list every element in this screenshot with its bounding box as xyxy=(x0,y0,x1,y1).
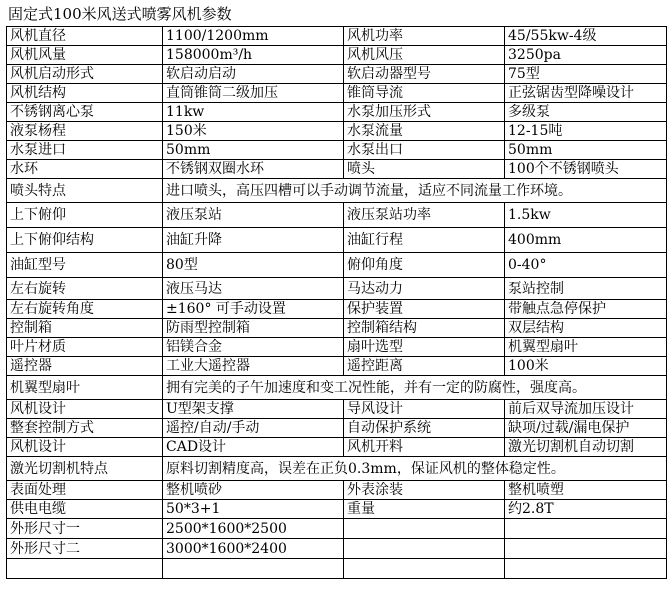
param-label: 外表涂装 xyxy=(344,481,505,500)
param-label: 喷头 xyxy=(344,160,505,179)
param-value: 12-15吨 xyxy=(505,122,667,141)
param-label: 水环 xyxy=(7,160,163,179)
param-value: 油缸升降 xyxy=(163,228,344,253)
param-label: 自动保护系统 xyxy=(344,419,505,438)
param-label: 整套控制方式 xyxy=(7,419,163,438)
param-label: 上下俯仰 xyxy=(7,203,163,228)
param-value: 11kw xyxy=(163,103,344,122)
param-label: 风机风压 xyxy=(344,46,505,65)
param-value: 液压泵站 xyxy=(163,203,344,228)
param-value: 约2.8T xyxy=(505,500,667,519)
table-row xyxy=(7,103,667,122)
param-description: 原料切割精度高，误差在正负0.3mm，保证风机的整体稳定性。 xyxy=(163,457,667,481)
param-label: 外形尺寸一 xyxy=(7,519,163,539)
param-label: 液泵杨程 xyxy=(7,122,163,141)
param-value: U型架支撑 xyxy=(163,400,344,419)
param-label xyxy=(344,519,505,539)
param-value: 50*3+1 xyxy=(163,500,344,519)
param-value: 不锈钢双圈水环 xyxy=(163,160,344,179)
table-row xyxy=(7,519,667,539)
param-value: 50mm xyxy=(163,141,344,160)
table-row xyxy=(7,160,667,179)
param-label: 风机功率 xyxy=(344,27,505,46)
table-row xyxy=(7,300,667,319)
param-value: 防雨型控制箱 xyxy=(163,319,344,338)
param-label: 水泵流量 xyxy=(344,122,505,141)
param-value: 前后双导流加压设计 xyxy=(505,400,667,419)
param-value: 50mm xyxy=(505,141,667,160)
param-label: 锥筒导流 xyxy=(344,84,505,103)
param-label: 不锈钢离心泵 xyxy=(7,103,163,122)
param-value: 直筒锥筒二级加压 xyxy=(163,84,344,103)
table-row xyxy=(7,357,667,376)
param-value: 100米 xyxy=(505,357,667,376)
table-row xyxy=(7,122,667,141)
param-label: 遥控器 xyxy=(7,357,163,376)
param-value: 158000m³/h xyxy=(163,46,344,65)
param-value: 机翼型扇叶 xyxy=(505,338,667,357)
spec-table-body xyxy=(7,27,667,579)
table-row xyxy=(7,278,667,300)
table-row xyxy=(7,65,667,84)
param-value: 2500*1600*2500 xyxy=(163,519,344,539)
param-value: 液压马达 xyxy=(163,278,344,300)
table-row xyxy=(7,438,667,457)
param-value: 150米 xyxy=(163,122,344,141)
param-description: 拥有完美的子午加速度和变工况性能，并有一定的防腐性，强度高。 xyxy=(163,376,667,400)
param-value: 整机喷塑 xyxy=(505,481,667,500)
param-description: 进口喷头，高压四槽可以手动调节流量，适应不同流量工作环境。 xyxy=(163,179,667,203)
table-row xyxy=(7,400,667,419)
param-label xyxy=(344,559,505,579)
param-label: 控制箱结构 xyxy=(344,319,505,338)
table-row xyxy=(7,27,667,46)
table-row xyxy=(7,539,667,559)
table-row xyxy=(7,228,667,253)
param-label: 左右旋转角度 xyxy=(7,300,163,319)
param-value: 1.5kw xyxy=(505,203,667,228)
spec-table xyxy=(6,26,667,579)
param-value: 带触点急停保护 xyxy=(505,300,667,319)
param-label: 保护装置 xyxy=(344,300,505,319)
table-row xyxy=(7,338,667,357)
param-value xyxy=(505,559,667,579)
param-label: 喷头特点 xyxy=(7,179,163,203)
param-value: 多级泵 xyxy=(505,103,667,122)
param-label: 风机结构 xyxy=(7,84,163,103)
table-row xyxy=(7,203,667,228)
param-label: 外形尺寸二 xyxy=(7,539,163,559)
param-value: 75型 xyxy=(505,65,667,84)
table-row xyxy=(7,46,667,65)
table-row xyxy=(7,253,667,278)
param-value xyxy=(163,559,344,579)
param-label: 水泵出口 xyxy=(344,141,505,160)
param-value: 遥控/自动/手动 xyxy=(163,419,344,438)
table-row xyxy=(7,419,667,438)
table-row xyxy=(7,559,667,579)
param-label: 风机开料 xyxy=(344,438,505,457)
param-value: 泵站控制 xyxy=(505,278,667,300)
param-value: 1100/1200mm xyxy=(163,27,344,46)
param-value xyxy=(505,519,667,539)
param-label: 风机风量 xyxy=(7,46,163,65)
param-label: 水泵加压形式 xyxy=(344,103,505,122)
param-value: 激光切割机自动切割 xyxy=(505,438,667,457)
param-value: 80型 xyxy=(163,253,344,278)
param-value: 正弦锯齿型降噪设计 xyxy=(505,84,667,103)
param-label xyxy=(344,539,505,559)
param-value: 45/55kw-4级 xyxy=(505,27,667,46)
param-value: 400mm xyxy=(505,228,667,253)
param-label: 导风设计 xyxy=(344,400,505,419)
param-label: 风机直径 xyxy=(7,27,163,46)
table-row xyxy=(7,179,667,203)
param-label: 液压泵站功率 xyxy=(344,203,505,228)
param-label: 风机设计 xyxy=(7,400,163,419)
param-value: 铝镁合金 xyxy=(163,338,344,357)
param-label: 左右旋转 xyxy=(7,278,163,300)
param-label: 风机设计 xyxy=(7,438,163,457)
param-label: 激光切割机特点 xyxy=(7,457,163,481)
table-row xyxy=(7,481,667,500)
param-value: 软启动启动 xyxy=(163,65,344,84)
param-value: 3000*1600*2400 xyxy=(163,539,344,559)
param-label: 控制箱 xyxy=(7,319,163,338)
param-value: 工业大遥控器 xyxy=(163,357,344,376)
param-value: ±160° 可手动设置 xyxy=(163,300,344,319)
table-row xyxy=(7,376,667,400)
param-label: 俯仰角度 xyxy=(344,253,505,278)
param-label xyxy=(7,559,163,579)
param-label: 扇叶选型 xyxy=(344,338,505,357)
param-label: 遥控距离 xyxy=(344,357,505,376)
param-label: 表面处理 xyxy=(7,481,163,500)
param-value: 3250pa xyxy=(505,46,667,65)
param-label: 上下俯仰结构 xyxy=(7,228,163,253)
table-row xyxy=(7,457,667,481)
param-value: 双层结构 xyxy=(505,319,667,338)
param-value: CAD设计 xyxy=(163,438,344,457)
param-label: 油缸行程 xyxy=(344,228,505,253)
param-label: 供电电缆 xyxy=(7,500,163,519)
param-value: 缺项/过载/漏电保护 xyxy=(505,419,667,438)
param-label: 重量 xyxy=(344,500,505,519)
param-value xyxy=(505,539,667,559)
param-label: 水泵进口 xyxy=(7,141,163,160)
page-title: 固定式100米风送式喷雾风机参数 xyxy=(8,5,232,23)
param-label: 油缸型号 xyxy=(7,253,163,278)
table-row xyxy=(7,141,667,160)
param-value: 整机喷砂 xyxy=(163,481,344,500)
param-label: 软启动器型号 xyxy=(344,65,505,84)
table-row xyxy=(7,500,667,519)
param-value: 100个不锈钢喷头 xyxy=(505,160,667,179)
table-row xyxy=(7,319,667,338)
param-label: 机翼型扇叶 xyxy=(7,376,163,400)
table-row xyxy=(7,84,667,103)
param-label: 风机启动形式 xyxy=(7,65,163,84)
param-label: 马达动力 xyxy=(344,278,505,300)
param-value: 0-40° xyxy=(505,253,667,278)
param-label: 叶片材质 xyxy=(7,338,163,357)
